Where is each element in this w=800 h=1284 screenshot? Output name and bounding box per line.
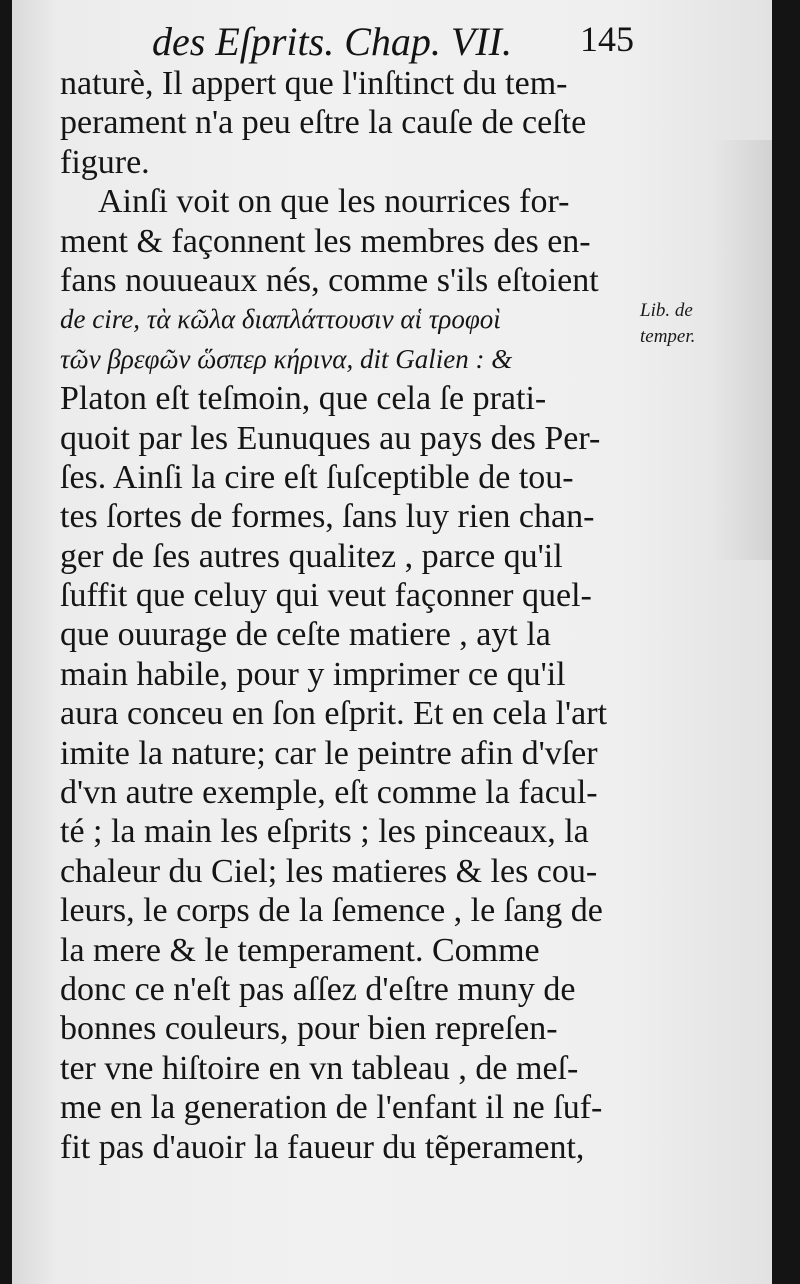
text-line: fit pas d'auoir la faueur du tẽperament,	[60, 1128, 585, 1166]
text-line: donc ce n'eſt pas aſſez d'eſtre muny de	[60, 970, 576, 1008]
text-line: d'vn autre exemple, eſt comme la facul-	[60, 774, 598, 812]
text-line: leurs, le corps de la ſemence , le ſang de	[60, 892, 603, 930]
text-line: que ouurage de ceſte matiere , ayt la	[60, 616, 551, 654]
greek-quotation-line: de cire, τὰ κῶλα διαπλάττουσιν αἱ τροφοὶ	[60, 304, 501, 335]
text-line: aura conceu en ſon eſprit. Et en cela l'art	[60, 695, 608, 733]
text-line: ment & façonnent les membres des en-	[60, 222, 591, 260]
text-line: naturè, Il appert que l'inſtinct du tem-	[60, 65, 568, 102]
text-line: fans nouueaux nés, comme s'ils eſtoient	[60, 261, 599, 299]
text-line: perament n'a peu eſtre la cauſe de ceſte	[60, 104, 587, 142]
text-line: figure.	[60, 143, 150, 181]
text-line: ger de ſes autres qualitez , parce qu'il	[60, 537, 563, 575]
book-page	[12, 0, 772, 1284]
text-line: me en la generation de l'enfant il ne ſuf-	[60, 1089, 603, 1127]
body-text	[60, 64, 640, 1167]
text-line: quoit par les Eunuques au pays des Per-	[60, 419, 601, 457]
text-line: té ; la main les eſprits ; les pinceaux, la	[60, 813, 589, 851]
text-line: imite la nature; car le peintre afin d'vſer	[60, 734, 598, 772]
text-line: Ainſi voit on que les nourrices for-	[98, 183, 570, 221]
text-line: tes ſortes de formes, ſans luy rien chan-	[60, 498, 595, 536]
text-line: ſuffit que celuy qui veut façonner quel-	[60, 577, 592, 615]
marginal-note-line: temper.	[640, 326, 696, 347]
text-line: ter vne hiſtoire en vn tableau , de meſ-	[60, 1049, 579, 1087]
text-line: ſes. Ainſi la cire eſt ſuſceptible de tou-	[60, 458, 574, 496]
text-line: chaleur du Ciel; les matieres & les cou-	[60, 852, 598, 890]
text-line: la mere & le temperament. Comme	[60, 931, 540, 969]
page-shading	[712, 140, 772, 560]
text-line: bonnes couleurs, pour bien repreſen-	[60, 1010, 558, 1048]
text-line: Platon eſt teſmoin, que cela ſe prati-	[60, 380, 547, 418]
text-line: main habile, pour y imprimer ce qu'il	[60, 655, 566, 693]
running-title: des Eſprits. Chap. VII.	[152, 19, 512, 64]
greek-quotation-line: τῶν βρεφῶν ὥσπερ κήρινα, dit Galien : &	[60, 343, 513, 374]
marginal-note-line: Lib. de	[640, 300, 693, 321]
page-number: 145	[580, 19, 634, 59]
